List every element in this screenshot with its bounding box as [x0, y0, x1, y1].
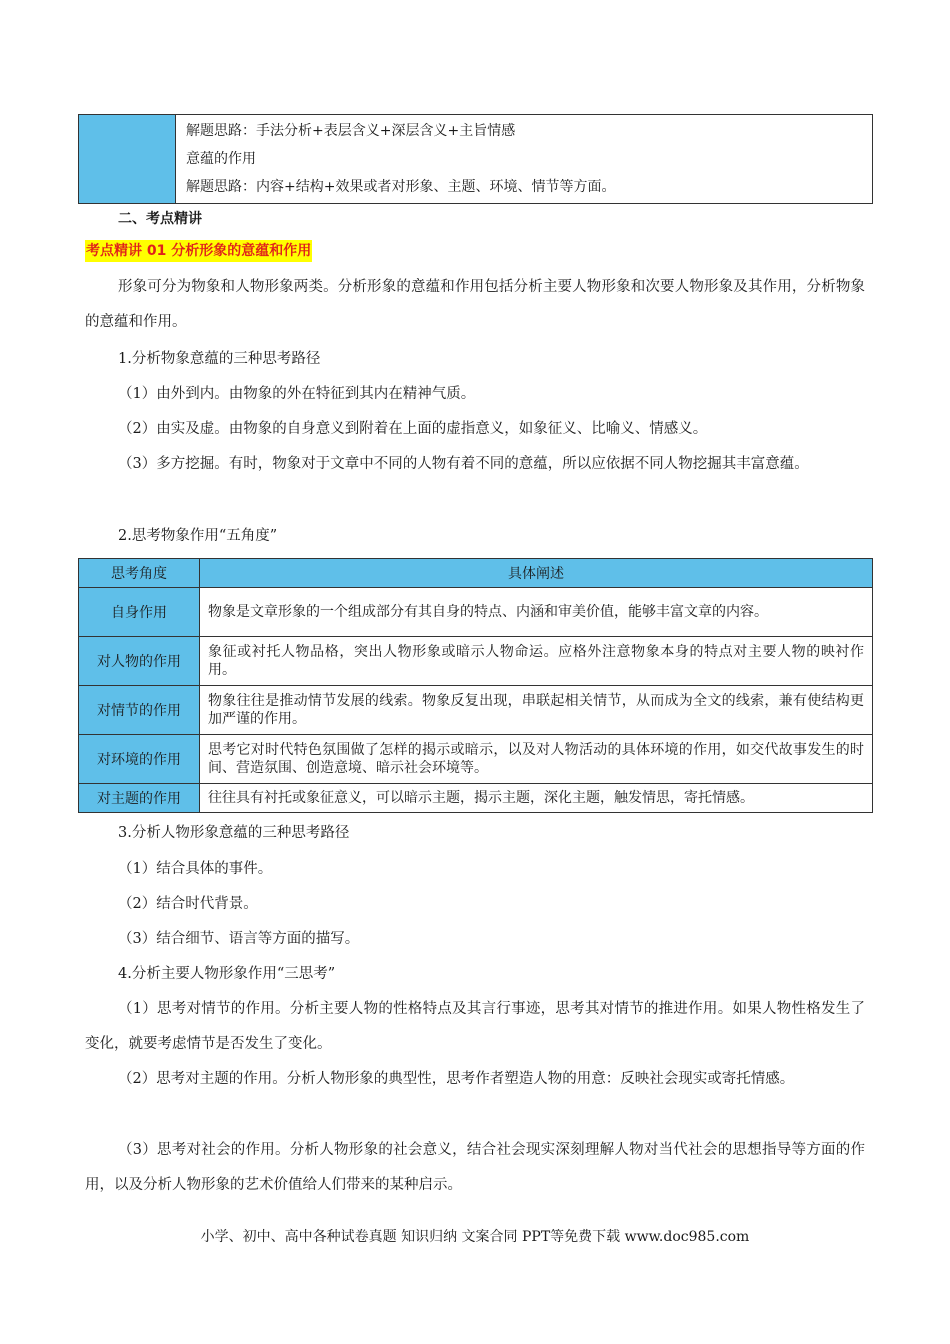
part1-item: （1）由外到内。由物象的外在特征到其内在精神气质。 [118, 386, 476, 402]
page-footer: 小学、初中、高中各种试卷真题 知识归纳 文案合同 PPT等免费下载 www.doc985.com [200, 1229, 750, 1245]
table-cell-angle: 自身作用 [79, 588, 200, 637]
table-cell-angle: 对人物的作用 [79, 637, 200, 686]
point-title: 考点精讲 01 分析形象的意蕴和作用 [85, 240, 312, 262]
table-cell-angle: 对环境的作用 [79, 735, 200, 784]
table-row [79, 735, 873, 784]
part4-heading: 4.分析主要人物形象作用“三思考” [118, 966, 336, 982]
table-row [79, 637, 873, 686]
table-cell-desc: 物象是文章形象的一个组成部分有其自身的特点、内涵和审美价值，能够丰富文章的内容。 [200, 588, 873, 637]
section-title: 二、考点精讲 [118, 211, 202, 227]
table-header-desc: 具体阐述 [200, 559, 873, 588]
table-row [79, 784, 873, 813]
part4-item: （3）思考对社会的作用。分析人物形象的社会意义，结合社会现实深刻理解人物对当代社会的思想指导等方面的作用，以及分析人物形象的艺术价值给人们带来的某种启示。 [85, 1142, 865, 1193]
table-cell-desc: 象征或衬托人物品格，突出人物形象或暗示人物命运。应格外注意物象本身的特点对主要人物的映衬作用。 [200, 637, 873, 686]
method-table-label-cell [79, 115, 176, 204]
table-cell-desc: 往往具有衬托或象征意义，可以暗示主题，揭示主题，深化主题，触发情思，寄托情感。 [200, 784, 873, 813]
method-line: 解题思路：内容+结构+效果或者对形象、主题、环境、情节等方面。 [186, 179, 616, 195]
part2-heading: 2.思考物象作用“五角度” [118, 528, 278, 544]
method-table [78, 114, 873, 204]
part3-item: （2）结合时代背景。 [118, 896, 258, 912]
table-cell-desc: 物象往往是推动情节发展的线索。物象反复出现，串联起相关情节，从而成为全文的线索，兼有使结构更加严谨的作用。 [200, 686, 873, 735]
five-angle-table [78, 558, 873, 813]
part3-item: （1）结合具体的事件。 [118, 861, 273, 877]
table-header-angle: 思考角度 [79, 559, 200, 588]
part1-heading: 1.分析物象意蕴的三种思考路径 [118, 351, 321, 367]
table-cell-angle: 对情节的作用 [79, 686, 200, 735]
method-line: 解题思路：手法分析+表层含义+深层含义+主旨情感 [186, 123, 516, 139]
method-line: 意蕴的作用 [186, 151, 256, 167]
part1-item: （3）多方挖掘。有时，物象对于文章中不同的人物有着不同的意蕴，所以应依据不同人物挖掘其丰富意蕴。 [118, 456, 809, 472]
part3-item: （3）结合细节、语言等方面的描写。 [118, 931, 360, 947]
method-table-content-cell [176, 115, 873, 204]
part4-item: （2）思考对主题的作用。分析人物形象的典型性，思考作者塑造人物的用意：反映社会现实或寄托情感。 [118, 1071, 795, 1087]
part4-item: （1）思考对情节的作用。分析主要人物的性格特点及其言行事迹，思考其对情节的推进作用。如果人物性格发生了变化，就要考虑情节是否发生了变化。 [85, 1001, 865, 1052]
table-cell-angle: 对主题的作用 [79, 784, 200, 813]
table-cell-desc: 思考它对时代特色氛围做了怎样的揭示或暗示，以及对人物活动的具体环境的作用，如交代故事发生的时间、营造氛围、创造意境、暗示社会环境等。 [200, 735, 873, 784]
part3-heading: 3.分析人物形象意蕴的三种思考路径 [118, 825, 350, 841]
part1-item: （2）由实及虚。由物象的自身意义到附着在上面的虚指意义，如象征义、比喻义、情感义。 [118, 421, 708, 437]
table-row [79, 686, 873, 735]
intro-paragraph: 形象可分为物象和人物形象两类。分析形象的意蕴和作用包括分析主要人物形象和次要人物形象及其作用，分析物象的意蕴和作用。 [85, 279, 865, 330]
table-row [79, 588, 873, 637]
